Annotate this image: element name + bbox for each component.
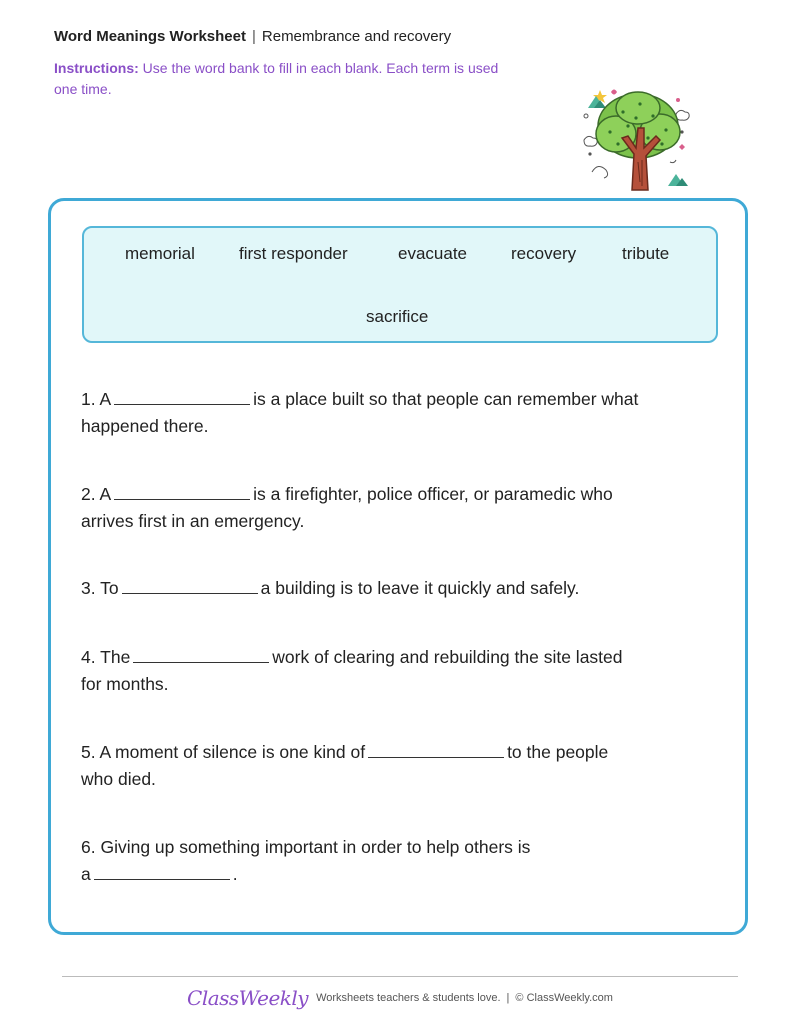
footer-tagline: Worksheets teachers & students love. (316, 992, 501, 1004)
answer-blank[interactable] (94, 861, 230, 880)
answer-blank[interactable] (133, 644, 269, 663)
question-text: 4. The (81, 647, 131, 667)
question-text: 2. A (81, 484, 112, 504)
question-text: 6. Giving up something important in order to help others is (81, 837, 531, 857)
question-text: work of clearing and rebuilding the site lasted (272, 647, 623, 667)
worksheet-subtitle: Remembrance and recovery (261, 28, 452, 45)
question-4 (81, 644, 701, 698)
question-text: arrives first in an emergency. (81, 511, 305, 531)
brand-logo: ClassWeekly (187, 986, 309, 1010)
instructions-text: Use the word bank to fill in each blank. Each term is used one time. (54, 60, 499, 97)
question-6 (81, 834, 701, 888)
worksheet-header (54, 28, 451, 45)
question-text: is a firefighter, police officer, or paramedic who (253, 484, 613, 504)
header-separator: | (251, 28, 256, 45)
worksheet-title: Word Meanings Worksheet (54, 28, 246, 45)
footer-separator: | (506, 992, 510, 1004)
question-text: for months. (81, 674, 169, 694)
question-text: a building is to leave it quickly and safely. (260, 578, 580, 598)
question-text: 3. To (81, 578, 119, 598)
question-3 (81, 575, 701, 602)
question-text: happened there. (81, 416, 209, 436)
footer-copyright: © ClassWeekly.com (515, 992, 613, 1004)
question-text: is a place built so that people can remember what (253, 389, 639, 409)
word-bank-item: memorial (125, 244, 195, 263)
word-bank-item: first responder (239, 244, 348, 263)
question-2 (81, 481, 701, 535)
question-text: 5. A moment of silence is one kind of (81, 742, 366, 762)
tree-icon (578, 82, 694, 194)
answer-blank[interactable] (114, 481, 250, 500)
question-5 (81, 739, 701, 793)
word-bank-item: tribute (622, 244, 670, 263)
answer-blank[interactable] (122, 575, 258, 594)
question-1 (81, 386, 701, 440)
question-text: 1. A (81, 389, 112, 409)
question-text: who died. (81, 769, 156, 789)
footer-divider (62, 976, 738, 977)
answer-blank[interactable] (114, 386, 250, 405)
question-text: to the people (507, 742, 609, 762)
footer (0, 986, 800, 1010)
question-text: a (81, 864, 91, 884)
word-bank-item: sacrifice (366, 307, 429, 326)
question-text: . (232, 864, 238, 884)
instructions (54, 58, 524, 100)
word-bank-item: evacuate (398, 244, 467, 263)
word-bank-item: recovery (511, 244, 577, 263)
instructions-label: Instructions: (54, 60, 139, 76)
answer-blank[interactable] (368, 739, 504, 758)
